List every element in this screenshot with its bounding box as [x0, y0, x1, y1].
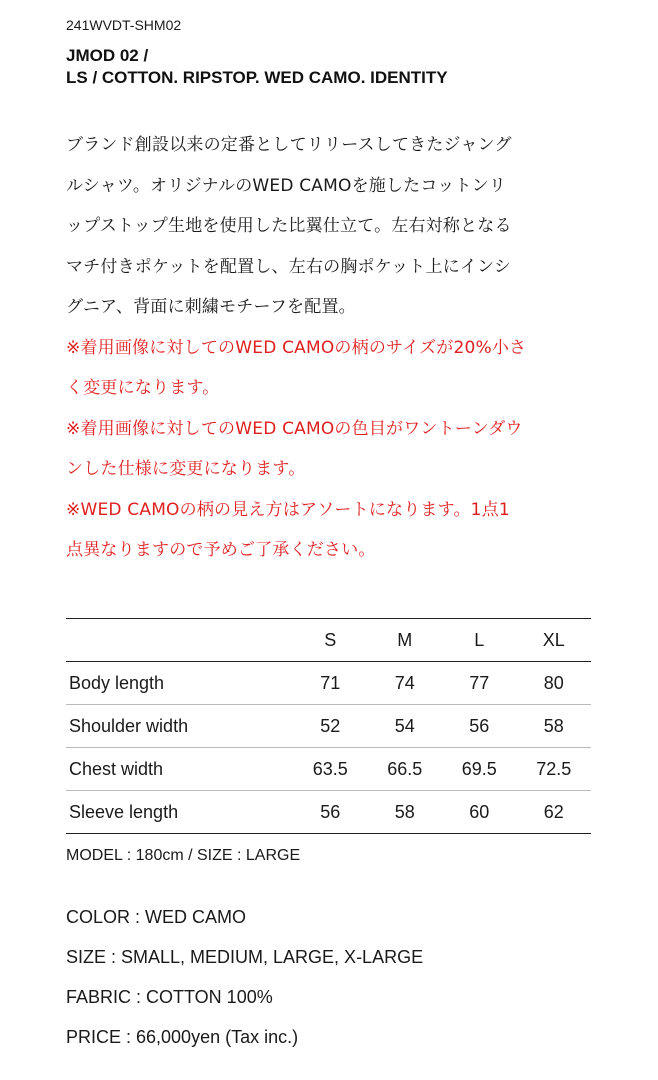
measurement-label: Chest width: [69, 758, 164, 779]
product-title: [66, 45, 448, 89]
measurement-value: 54: [394, 715, 415, 736]
measurement-value: 63.5: [312, 758, 348, 779]
measurement-value: 66.5: [387, 758, 423, 779]
description-line: グニア、背面に刺繍モチーフを配置。: [66, 297, 356, 317]
measurement-value: 74: [394, 672, 415, 693]
size-chart-header-blank: [66, 619, 293, 662]
table-row: [66, 748, 591, 791]
model-info: MODEL : 180cm / SIZE : LARGE: [66, 847, 301, 864]
table-row: [66, 791, 591, 834]
measurement-label: Body length: [69, 672, 165, 693]
measurement-value: 77: [469, 672, 490, 693]
product-title-line-1: JMOD 02 /: [66, 46, 149, 65]
notice-line: ンした仕様に変更になります。: [66, 459, 306, 479]
measurement-value: 69.5: [461, 758, 497, 779]
description-line: ブランド創設以来の定番としてリリースしてきたジャング: [66, 135, 512, 155]
measurement-value: 71: [320, 672, 341, 693]
size-chart-header-row: [66, 619, 591, 662]
size-header-xl: XL: [542, 629, 565, 650]
notice-line: ※WED CAMOの柄の見え方はアソートになります。1点1: [66, 499, 510, 520]
notice-line: く変更になります。: [66, 378, 220, 398]
product-code: 241WVDT-SHM02: [66, 17, 182, 33]
product-title-line-2: LS / COTTON. RIPSTOP. WED CAMO. IDENTITY: [66, 68, 448, 87]
table-row: [66, 705, 591, 748]
notice-line: ※着用画像に対してのWED CAMOの柄のサイズが20%小さ: [66, 337, 527, 358]
description-line: ルシャツ。オリジナルのWED CAMOを施したコットンリ: [66, 175, 507, 196]
spec-size: SIZE : SMALL, MEDIUM, LARGE, X-LARGE: [66, 947, 424, 967]
size-header-l: L: [474, 629, 485, 650]
description-line: マチ付きポケットを配置し、左右の胸ポケット上にインシ: [66, 256, 512, 277]
measurement-label: Shoulder width: [69, 715, 189, 736]
description-line: ップストップ生地を使用した比翼仕立て。左右対称となる: [66, 216, 512, 236]
measurement-value: 72.5: [536, 758, 572, 779]
measurement-label: Sleeve length: [69, 801, 179, 822]
measurement-value: 60: [469, 801, 490, 822]
size-chart-table: [66, 618, 591, 834]
measurement-value: 80: [543, 672, 564, 693]
spec-color: COLOR : WED CAMO: [66, 907, 247, 927]
measurement-value: 58: [543, 715, 564, 736]
product-description: [66, 125, 592, 571]
notice-line: 点異なりますので予めご了承ください。: [66, 540, 376, 560]
size-header-s: S: [324, 629, 337, 650]
measurement-value: 58: [394, 801, 415, 822]
measurement-value: 56: [469, 715, 490, 736]
measurement-value: 56: [320, 801, 341, 822]
measurement-value: 52: [320, 715, 341, 736]
measurement-value: 62: [543, 801, 564, 822]
size-header-m: M: [397, 629, 413, 650]
notice-line: ※着用画像に対してのWED CAMOの色目がワントーンダウ: [66, 418, 523, 439]
spec-price: PRICE : 66,000yen (Tax inc.): [66, 1027, 299, 1047]
spec-fabric: FABRIC : COTTON 100%: [66, 987, 273, 1007]
table-row: [66, 662, 591, 705]
